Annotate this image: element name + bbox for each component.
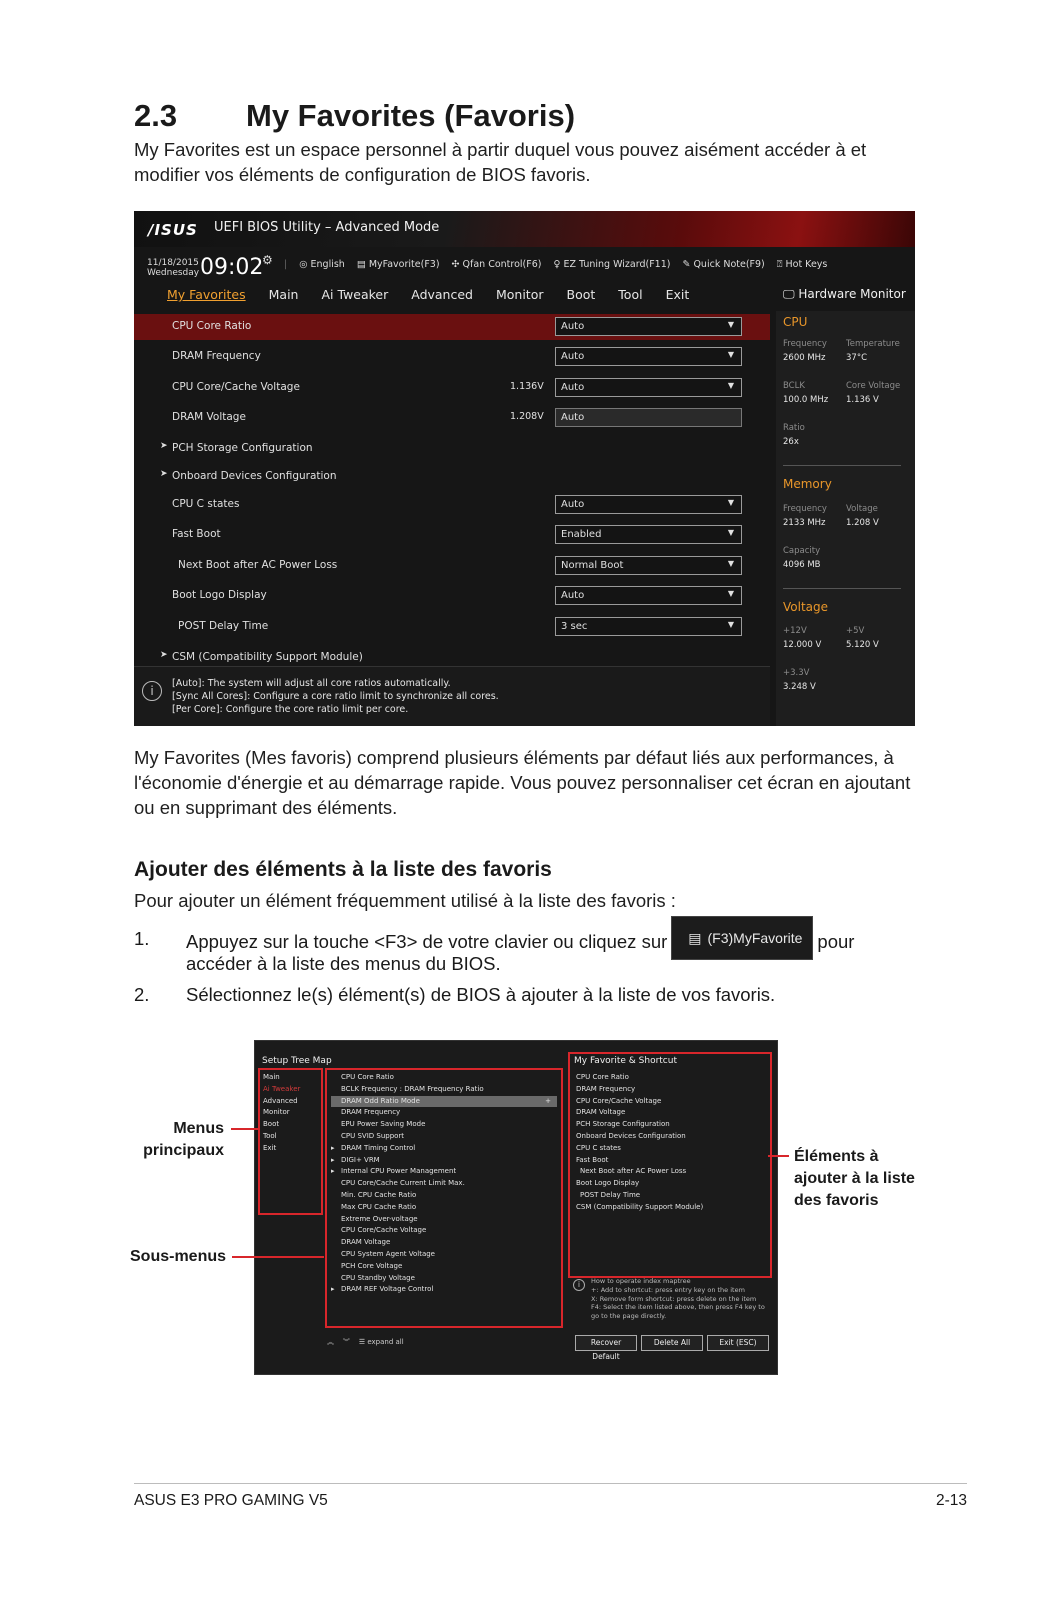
- footer-rule: [134, 1483, 967, 1484]
- menu-item[interactable]: Exit: [263, 1143, 277, 1152]
- hardware-monitor-panel: [776, 311, 915, 726]
- select-value: Auto: [561, 499, 585, 510]
- kv-value: 2600 MHz: [783, 353, 826, 363]
- menu-item[interactable]: Main: [263, 1073, 280, 1081]
- kv-value: 4096 MB: [783, 560, 821, 570]
- gear-icon[interactable]: ⚙: [262, 253, 273, 267]
- tab-monitor[interactable]: Monitor: [495, 287, 544, 302]
- select-value: Auto: [561, 321, 585, 332]
- favorites-highlight-box: [568, 1052, 772, 1278]
- callout-main-menus: [138, 1118, 224, 1162]
- kv-value: 3.248 V: [783, 682, 816, 692]
- divider: [783, 588, 901, 589]
- tree-help-note: [591, 1277, 765, 1321]
- submenu-label: PCH Storage Configuration: [172, 442, 313, 454]
- kv-key: Frequency: [783, 504, 827, 514]
- hardware-monitor-title: 🖵 Hardware Monitor: [783, 287, 906, 301]
- cpu-ratio: [783, 421, 805, 449]
- divider: [783, 465, 901, 466]
- expand-icon[interactable]: ︾: [342, 1338, 350, 1346]
- kv-key: Voltage: [846, 504, 878, 514]
- select-value: Enabled: [561, 529, 602, 540]
- note-line: F4: Select the item listed above, then press F4 key to: [591, 1303, 765, 1312]
- add-icon[interactable]: +: [545, 1096, 551, 1105]
- chevron-down-icon: ▼: [727, 528, 734, 537]
- kv-value: 12.000 V: [783, 640, 822, 650]
- setting-row-dram-frequency[interactable]: [134, 344, 770, 370]
- memory-voltage: [846, 502, 879, 530]
- bios-toolbar: [284, 259, 827, 270]
- cpu-section-title: CPU: [783, 315, 808, 329]
- setup-tree-map-screenshot: [254, 1040, 778, 1375]
- memory-capacity: [783, 544, 821, 572]
- setting-row-cpu-core-cache-voltage[interactable]: [134, 375, 770, 401]
- myfavorite-button-label: (F3)MyFavorite: [707, 929, 803, 946]
- chevron-right-icon: ▸: [331, 1155, 335, 1164]
- submenu-item[interactable]: Min. CPU Cache Ratio: [341, 1190, 417, 1199]
- favorite-item[interactable]: CSM (Compatibility Support Module): [576, 1202, 704, 1211]
- bios-help-panel: [134, 666, 770, 726]
- submenu-item[interactable]: CPU Core Ratio: [341, 1073, 394, 1081]
- kv-key: Capacity: [783, 546, 821, 556]
- page-number: 2-13: [935, 1492, 967, 1509]
- step-2: [134, 982, 934, 1007]
- current-voltage: 1.208V: [510, 411, 544, 422]
- memory-section-title: Memory: [783, 477, 832, 491]
- kv-key: Core Voltage: [846, 381, 901, 391]
- setting-row-dram-voltage[interactable]: [134, 405, 770, 431]
- callout-favorite-elements: [794, 1146, 915, 1212]
- favorite-item[interactable]: Onboard Devices Configuration: [576, 1131, 686, 1140]
- step-text: Sélectionnez le(s) élément(s) de BIOS à ajouter à la liste de vos favoris.: [186, 984, 776, 1005]
- submenus-highlight-box: [325, 1068, 563, 1328]
- select-value: Normal Boot: [561, 560, 624, 571]
- submenu-item-label: Internal CPU Power Management: [341, 1167, 457, 1176]
- kv-key: Temperature: [846, 339, 900, 349]
- bios-time: 09:02: [200, 255, 264, 280]
- chevron-right-icon: ➤: [160, 441, 168, 451]
- kv-key: BCLK: [783, 381, 805, 391]
- step-number: 2.: [134, 984, 150, 1005]
- menu-item[interactable]: Tool: [263, 1131, 277, 1140]
- kv-key: +5V: [846, 626, 865, 636]
- bios-title-bar: [134, 211, 915, 247]
- setting-label: Boot Logo Display: [172, 589, 267, 601]
- collapse-icon[interactable]: ︽: [327, 1338, 334, 1346]
- cpu-bclk: [783, 379, 828, 407]
- intro-line-2: modifier vos éléments de configuration de BIOS favoris.: [134, 164, 591, 185]
- divider: |: [284, 259, 288, 270]
- callout-line: Éléments à: [794, 1148, 879, 1165]
- kv-value: 37°C: [846, 353, 868, 363]
- submenu-onboard-devices[interactable]: [134, 464, 770, 490]
- tab-tool[interactable]: Tool: [618, 287, 643, 302]
- info-icon: i: [142, 681, 162, 701]
- setting-label: CPU Core Ratio: [172, 320, 252, 332]
- setup-tree-title: Setup Tree Map: [262, 1056, 332, 1066]
- quick-note-button[interactable]: ✎ Quick Note(F9): [682, 259, 765, 270]
- bios-app-title: UEFI BIOS Utility – Advanced Mode: [214, 220, 440, 235]
- chevron-right-icon: ➤: [160, 469, 168, 479]
- setting-label: CPU Core/Cache Voltage: [172, 381, 300, 393]
- bios-weekday: Wednesday: [147, 268, 200, 278]
- help-text: [172, 677, 499, 716]
- setting-label: Next Boot after AC Power Loss: [178, 559, 338, 571]
- callout-line-elements: [768, 1155, 789, 1157]
- memory-frequency: [783, 502, 827, 530]
- setting-row-cpu-core-ratio[interactable]: [134, 314, 770, 340]
- kv-key: +3.3V: [783, 668, 810, 678]
- select-value: Auto: [561, 382, 585, 393]
- input-value: Auto: [561, 412, 585, 423]
- voltage-12v: [783, 624, 821, 652]
- submenu-item[interactable]: DRAM Voltage: [341, 1238, 391, 1247]
- bios-date: [147, 258, 199, 278]
- chevron-down-icon: ▼: [727, 559, 734, 568]
- setting-row-cpu-c-states[interactable]: [134, 492, 770, 518]
- cpu-temperature: [846, 337, 900, 365]
- cpu-core-voltage: [846, 379, 900, 407]
- chevron-down-icon: ▼: [727, 381, 734, 390]
- favorites-settings-list: [134, 313, 770, 663]
- cpu-frequency: [783, 337, 827, 365]
- hot-keys-button[interactable]: ⍰ Hot Keys: [776, 259, 828, 270]
- voltage-section-title: Voltage: [783, 600, 829, 614]
- callout-line-submenus: [232, 1256, 324, 1258]
- info-icon: i: [573, 1279, 585, 1291]
- help-line: [Per Core]: Configure the core ratio limit per core.: [172, 704, 409, 715]
- chevron-right-icon: ➤: [160, 650, 168, 660]
- step-text-after: pour: [817, 930, 855, 952]
- exit-button[interactable]: Exit (ESC): [707, 1335, 769, 1351]
- paragraph-line: My Favorites (Mes favoris) comprend plusieurs éléments par défaut liés aux performances, à: [134, 747, 894, 768]
- setting-row-boot-logo[interactable]: [134, 583, 770, 609]
- callout-line-menus: [231, 1128, 258, 1130]
- note-line: X: Remove form shortcut: press delete on the item: [591, 1294, 757, 1303]
- favorite-item[interactable]: DRAM Voltage: [576, 1108, 626, 1117]
- menu-item-active[interactable]: Ai Tweaker: [263, 1084, 301, 1093]
- expand-all-link[interactable]: expand all: [367, 1338, 404, 1346]
- step-text-line-2: accéder à la liste des menus du BIOS.: [186, 953, 501, 974]
- language-label: English: [310, 259, 345, 270]
- submenu-item[interactable]: DRAM Frequency: [341, 1108, 401, 1117]
- favorite-shortcut-title: My Favorite & Shortcut: [574, 1056, 677, 1066]
- callout-line: Menus: [173, 1120, 224, 1137]
- note-line: go to the page directly.: [591, 1312, 667, 1321]
- bios-date-value: 11/18/2015: [147, 258, 199, 268]
- kv-value: 2133 MHz: [783, 518, 826, 528]
- dram-voltage-input[interactable]: [555, 408, 742, 427]
- dram-frequency-select[interactable]: [555, 347, 742, 366]
- intro-paragraph: [134, 137, 866, 187]
- menu-item[interactable]: Boot: [263, 1120, 280, 1129]
- submenu-item[interactable]: Max CPU Cache Ratio: [341, 1202, 417, 1211]
- kv-value: 100.0 MHz: [783, 395, 829, 405]
- favorite-item[interactable]: PCH Storage Configuration: [576, 1120, 670, 1129]
- setting-row-next-boot-ac[interactable]: [134, 553, 770, 579]
- language-button[interactable]: ◎ English: [299, 259, 345, 270]
- tab-main[interactable]: Main: [268, 287, 299, 302]
- tab-advanced[interactable]: Advanced: [411, 287, 473, 302]
- step-number: 1.: [134, 928, 150, 949]
- kv-value: 26x: [783, 437, 799, 447]
- voltage-3v3: [783, 666, 816, 694]
- menu-item[interactable]: Monitor: [263, 1108, 290, 1117]
- submenu-item-label: DRAM REF Voltage Control: [341, 1285, 434, 1294]
- submenu-label: CSM (Compatibility Support Module): [172, 651, 363, 663]
- kv-value: 1.208 V: [846, 518, 879, 528]
- section-title: My Favorites (Favoris): [246, 98, 576, 133]
- submenu-item[interactable]: CPU System Agent Voltage: [341, 1249, 435, 1258]
- favorites-description: [134, 745, 910, 820]
- submenu-item[interactable]: Extreme Over-voltage: [341, 1214, 418, 1223]
- favorite-item[interactable]: Fast Boot: [576, 1155, 609, 1164]
- tab-exit[interactable]: Exit: [665, 287, 690, 302]
- chevron-down-icon: ▼: [727, 498, 734, 507]
- favorite-item[interactable]: CPU Core/Cache Voltage: [576, 1096, 662, 1105]
- setting-label: Fast Boot: [172, 528, 221, 540]
- callout-submenus: Sous-menus: [130, 1248, 227, 1265]
- setting-label: CPU C states: [172, 498, 240, 510]
- ez-tuning-label: EZ Tuning Wizard(F11): [563, 259, 671, 270]
- tab-ai-tweaker[interactable]: Ai Tweaker: [321, 287, 389, 302]
- kv-key: Frequency: [783, 339, 827, 349]
- favorite-item[interactable]: POST Delay Time: [580, 1190, 641, 1199]
- select-value: 3 sec: [561, 621, 588, 632]
- menus-highlight-box: [258, 1068, 323, 1215]
- setting-row-fast-boot[interactable]: [134, 522, 770, 548]
- cpu-core-cache-voltage-select[interactable]: [555, 378, 742, 397]
- submenu-item-label: DRAM Timing Control: [341, 1143, 416, 1152]
- bios-info-bar: [134, 251, 915, 285]
- paragraph-line: l'économie d'énergie et au démarrage rapide. Vous pouvez personnaliser cet écran en ajoutant: [134, 772, 911, 793]
- ez-tuning-button[interactable]: ♀ EZ Tuning Wizard(F11): [553, 259, 671, 270]
- step-1: [134, 926, 934, 976]
- quick-note-label: Quick Note(F9): [693, 259, 765, 270]
- favorite-item[interactable]: CPU Core Ratio: [576, 1073, 629, 1081]
- favorite-item[interactable]: Boot Logo Display: [576, 1179, 640, 1188]
- hot-keys-label: Hot Keys: [785, 259, 828, 270]
- chevron-down-icon: ▼: [727, 620, 734, 629]
- submenu-item[interactable]: CPU Standby Voltage: [341, 1273, 415, 1282]
- submenu-item[interactable]: EPU Power Saving Mode: [341, 1120, 426, 1129]
- callout-line: ajouter à la liste: [794, 1170, 915, 1187]
- section-heading: [134, 98, 575, 134]
- select-value: Auto: [561, 590, 585, 601]
- myfavorite-button[interactable]: ▤ MyFavorite(F3): [356, 259, 440, 270]
- submenu-label: Onboard Devices Configuration: [172, 470, 337, 482]
- submenu-pch-storage[interactable]: [134, 436, 770, 462]
- cpu-core-ratio-select[interactable]: [555, 317, 742, 336]
- tab-boot[interactable]: Boot: [566, 287, 596, 302]
- setting-row-post-delay[interactable]: [134, 614, 770, 640]
- note-line: +: Add to shortcut: press entry key on the item: [591, 1285, 745, 1294]
- submenu-item[interactable]: CPU Core/Cache Voltage: [341, 1226, 427, 1235]
- cpu-c-states-select[interactable]: [555, 495, 742, 514]
- kv-value: 5.120 V: [846, 640, 879, 650]
- setting-label: DRAM Voltage: [172, 411, 246, 423]
- note-line: How to operate index maptree: [591, 1277, 691, 1285]
- submenu-item[interactable]: PCH Core Voltage: [341, 1261, 403, 1270]
- callout-line: principaux: [143, 1142, 224, 1159]
- chevron-down-icon: ▼: [727, 350, 734, 359]
- help-line: [Auto]: The system will adjust all core ratios automatically.: [172, 678, 451, 689]
- section-number: 2.3: [134, 98, 178, 133]
- favorite-item[interactable]: Next Boot after AC Power Loss: [580, 1167, 687, 1176]
- chevron-down-icon: ▼: [727, 589, 734, 598]
- list-icon: ☰: [358, 1338, 366, 1346]
- chevron-right-icon: ▸: [331, 1167, 335, 1176]
- favorite-item[interactable]: DRAM Frequency: [576, 1084, 636, 1093]
- submenu-item[interactable]: BCLK Frequency : DRAM Frequency Ratio: [341, 1084, 484, 1093]
- submenu-item[interactable]: CPU Core/Cache Current Limit Max.: [341, 1179, 465, 1188]
- recover-default-button[interactable]: Recover Default: [575, 1335, 637, 1351]
- list-icon: ▤: [688, 929, 702, 946]
- voltage-5v: [846, 624, 879, 652]
- intro-line-1: My Favorites est un espace personnel à partir duquel vous pouvez aisément accéder à et: [134, 139, 867, 160]
- myfavorite-inline-button[interactable]: [671, 916, 813, 960]
- asus-logo: /ISUS: [148, 221, 198, 239]
- chevron-right-icon: ▸: [331, 1285, 335, 1294]
- kv-value: 1.136 V: [846, 395, 879, 405]
- fast-boot-select[interactable]: [555, 525, 742, 544]
- footer-product: ASUS E3 PRO GAMING V5: [134, 1492, 328, 1509]
- setting-label: DRAM Frequency: [172, 350, 261, 362]
- bios-tabs: [167, 287, 689, 302]
- tree-bottom-bar: [327, 1337, 404, 1347]
- boot-logo-select[interactable]: [555, 586, 742, 605]
- subsection-heading: Ajouter des éléments à la liste des favoris: [134, 858, 552, 881]
- submenu-item[interactable]: CPU SVID Support: [341, 1131, 405, 1140]
- tab-my-favorites[interactable]: My Favorites: [167, 287, 246, 302]
- select-value: Auto: [561, 351, 585, 362]
- myfavorite-label: MyFavorite(F3): [368, 259, 440, 270]
- chevron-down-icon: ▼: [727, 320, 734, 329]
- bios-advanced-mode-screenshot: [134, 211, 915, 726]
- submenu-item-label: DRAM Odd Ratio Mode: [341, 1096, 420, 1105]
- post-delay-select[interactable]: [555, 617, 742, 636]
- menu-item[interactable]: Advanced: [263, 1096, 298, 1105]
- help-line: [Sync All Cores]: Configure a core ratio limit to synchronize all cores.: [172, 691, 499, 702]
- kv-key: Ratio: [783, 423, 805, 433]
- step-text-before: Appuyez sur la touche <F3> de votre clavier ou cliquez sur: [186, 930, 668, 952]
- hardware-monitor-label: Hardware Monitor: [798, 287, 906, 301]
- instruction-intro: Pour ajouter un élément fréquemment utilisé à la liste des favoris :: [134, 890, 676, 911]
- paragraph-line: ou en supprimant des éléments.: [134, 797, 398, 818]
- qfan-label: Qfan Control(F6): [462, 259, 542, 270]
- delete-all-button[interactable]: Delete All: [641, 1335, 703, 1351]
- submenu-item-label: DIGI+ VRM: [341, 1155, 380, 1164]
- favorite-item[interactable]: CPU C states: [576, 1143, 621, 1152]
- kv-key: +12V: [783, 626, 807, 636]
- callout-line: des favoris: [794, 1192, 879, 1209]
- qfan-button[interactable]: ✣ Qfan Control(F6): [451, 259, 542, 270]
- setting-label: POST Delay Time: [178, 620, 269, 632]
- next-boot-ac-select[interactable]: [555, 556, 742, 575]
- chevron-right-icon: ▸: [331, 1143, 335, 1152]
- current-voltage: 1.136V: [510, 381, 544, 392]
